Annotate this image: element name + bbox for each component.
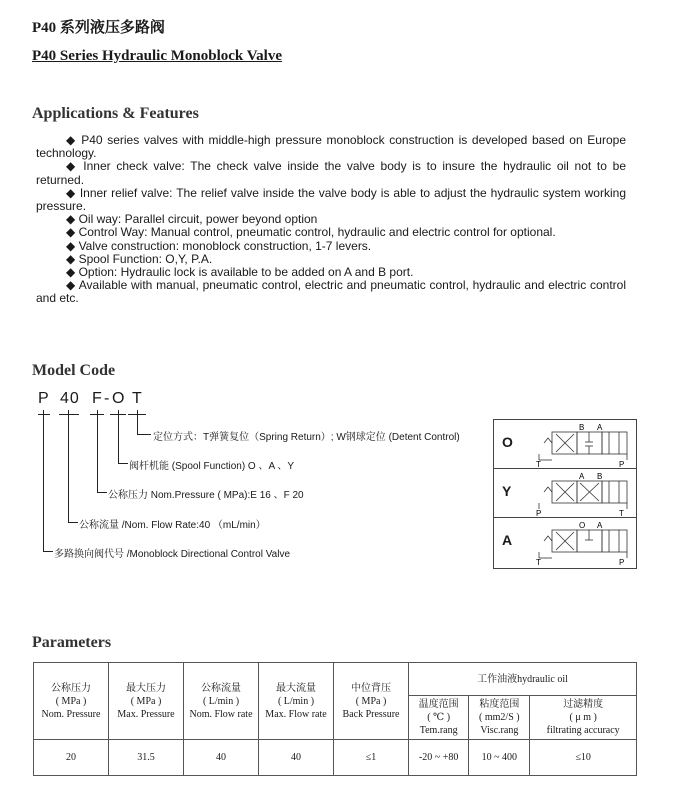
value-cell: ≤10 [530, 740, 637, 776]
value-cell: ≤1 [334, 740, 409, 776]
header-cell: 中位背压 ( MPa ) Back Pressure [334, 663, 409, 740]
value-cell: 31.5 [109, 740, 184, 776]
table-row [34, 740, 637, 776]
port-label-a: A [597, 521, 603, 530]
port-label-p: P [619, 460, 625, 468]
value-cell: 40 [259, 740, 334, 776]
port-label-t: T [536, 460, 541, 468]
header-cell: 粘度范围 ( mm2/S ) Visc.rang [469, 696, 530, 740]
group-header-cell: 工作油液hydraulic oil [409, 663, 637, 696]
model-code-letter-o: O [112, 390, 126, 407]
feature-item: ◆ Option: Hydraulic lock is available to be added on A and B port. [66, 265, 414, 280]
port-label-o: O [579, 521, 586, 530]
feature-item: ◆ Available with manual, pneumatic control, electric and pneumatic control, hydraulic and electric control and etc. [36, 278, 626, 306]
model-code-letter-t: T [132, 390, 143, 407]
port-label-a: A [579, 472, 585, 481]
header-cell: 温度范围 ( ℃ ) Tem.rang [409, 696, 469, 740]
feature-item: ◆ Control Way: Manual control, pneumatic control, hydraulic and electric control for optional. [66, 225, 556, 240]
header-cell: 最大流量 ( L/min ) Max. Flow rate [259, 663, 334, 740]
port-label-t: T [536, 558, 541, 566]
feature-item: ◆ Inner relief valve: The relief valve inside the valve body is able to adjust the hydraulic system working pressure. [36, 185, 626, 214]
page-title-en: P40 Series Hydraulic Monoblock Valve [32, 48, 283, 64]
spool-code: Y [502, 483, 512, 499]
header-cell: 公称压力 ( MPa ) Nom. Pressure [34, 663, 109, 740]
feature-item: ◆ Spool Function: O,Y, P.A. [66, 251, 213, 266]
model-code-letter-f: F [92, 390, 103, 407]
spool-symbol-a [494, 518, 636, 566]
port-label-p: P [619, 558, 625, 566]
label-nom-flow: 公称流量 /Nom. Flow Rate:40 （mL/min） [79, 520, 266, 531]
value-cell: 10 ~ 400 [469, 740, 530, 776]
value-cell: -20 ~ +80 [409, 740, 469, 776]
port-label-p: P [536, 509, 542, 517]
port-label-a: A [597, 423, 603, 432]
model-code-letter-dash: - [104, 390, 111, 407]
model-code-letter-p: P [38, 390, 50, 407]
parameters-heading: Parameters [32, 634, 112, 651]
spool-symbol-o [494, 420, 636, 468]
value-cell: 20 [34, 740, 109, 776]
page-title-cn: P40 系列液压多路阀 [32, 20, 165, 36]
port-label-b: B [597, 472, 603, 481]
applications-heading: Applications & Features [32, 105, 199, 122]
header-cell: 最大压力 ( MPa ) Max. Pressure [109, 663, 184, 740]
feature-item: ◆ Oil way: Parallel circuit, power beyond option [66, 212, 318, 227]
table-row [34, 663, 637, 696]
feature-item: ◆ Valve construction: monoblock construction, 1-7 levers. [66, 238, 372, 253]
spool-code: O [502, 434, 513, 450]
spool-code: A [502, 532, 513, 548]
feature-item: ◆ P40 series valves with middle-high pressure monoblock construction is developed based on Europe technology. [36, 133, 626, 161]
port-label-b: B [579, 423, 585, 432]
feature-item: ◆ Inner check valve: The check valve inside the valve body is to insure the hydraulic oil not to be returned. [36, 159, 626, 187]
spool-row-a [494, 518, 636, 566]
label-detent: 定位方式：T弹簧复位（Spring Return）; W钢球定位 (Detent Control) [153, 432, 460, 443]
spool-row-o [494, 420, 636, 469]
spool-function-box [493, 419, 637, 569]
label-valve-code: 多路换向阀代号 /Monoblock Directional Control Valve [54, 549, 291, 560]
header-cell: 公称流量 ( L/min ) Nom. Flow rate [184, 663, 259, 740]
model-code-heading: Model Code [32, 362, 116, 379]
label-nom-pressure: 公称压力 Nom.Pressure ( MPa):E 16 、F 20 [108, 490, 304, 501]
spool-symbol-y [494, 469, 636, 517]
spool-row-y [494, 469, 636, 518]
model-code-letter-40: 40 [60, 390, 80, 407]
features-list [36, 134, 626, 306]
value-cell: 40 [184, 740, 259, 776]
port-label-t: T [619, 509, 624, 517]
parameters-table [33, 662, 637, 776]
header-cell: 过滤精度 ( μ m ) filtrating accuracy [530, 696, 637, 740]
label-spool-function: 阀杆机能 (Spool Function) O 、A 、Y [129, 461, 295, 472]
